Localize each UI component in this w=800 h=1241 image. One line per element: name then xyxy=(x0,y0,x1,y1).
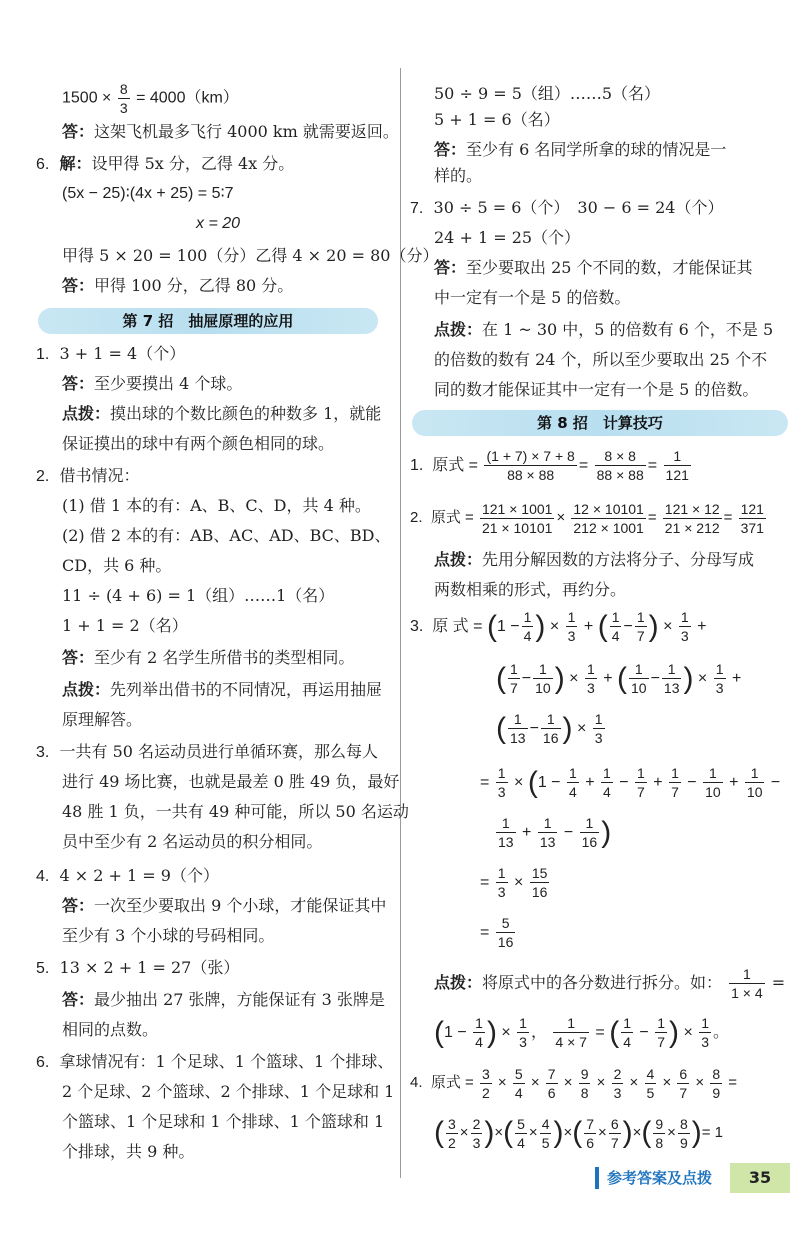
footer-label: 参考答案及点拨 xyxy=(607,1169,713,1187)
tip-line: 的倍数的数有 24 个，所以至少要取出 25 个不 xyxy=(434,350,768,369)
tip-line: 原理解答。 xyxy=(62,710,143,729)
problem-7: 7. 30 ÷ 5 = 6（个） 30 − 6 = 24（个） xyxy=(410,198,724,217)
answer-line: 答：一次至少要取出 9 个小球，才能保证其中 xyxy=(62,896,387,915)
answer-line: 答：至少有 2 名学生所借书的类型相同。 xyxy=(62,648,355,667)
page-number: 35 xyxy=(730,1163,790,1193)
fraction: $\frac{8 \times 8}{88 \times 88}$ xyxy=(596,448,644,484)
calc-3-line3: ( $\frac{1}{13}$ − $\frac{1}{16}$ ) × $\frac{1}{3}$ xyxy=(496,711,603,747)
tip-line: 点拨：在 1 ~ 30 中，5 的倍数有 6 个，不是 5 xyxy=(434,320,774,339)
calc-line: 5 + 1 = 6（名） xyxy=(434,110,560,129)
tip-line: 点拨：先用分解因数的方法将分子、分母写成 xyxy=(434,550,755,569)
answer-line: 中一定有一个是 5 的倍数。 xyxy=(434,288,631,307)
fraction: $\frac{121 \times 1001}{21 \times 10101}$ xyxy=(481,500,553,536)
text-line: 2 个足球、2 个篮球、2 个排球、1 个足球和 1 xyxy=(62,1082,395,1101)
problem-3: 3. 一共有 50 名运动员进行单循环赛，那么每人 xyxy=(36,742,379,761)
problem-1: 1. 3 + 1 = 4（个） xyxy=(36,344,186,363)
question-6: 6. 解：设甲得 5x 分，乙得 4x 分。 xyxy=(36,154,295,173)
calc-3-line7: = $\frac{5}{16}$ xyxy=(480,915,514,951)
text-line: 个篮球、1 个足球和 1 个排球、1 个篮球和 1 xyxy=(62,1112,385,1131)
fraction: $\frac{1}{121}$ xyxy=(665,448,689,484)
calc-3-line5: $\frac{1}{13}$ + $\frac{1}{13}$ − $\frac{1}{16}$ ) xyxy=(498,815,612,851)
calc-3-line6: = $\frac{1}{3}$ × $\frac{15}{16}$ xyxy=(480,865,548,901)
tip-line: 点拨：将原式中的各分数进行拆分。如： $\frac{1}{1 \times 4}$ = xyxy=(434,966,786,1001)
calc-4-line1: 4. 原式 = $\frac{3}{2}$ × $\frac{5}{4}$ × $\frac{7}{6}$ × $\frac{9}{8}$ × $\frac{2}{3}$ × $\frac{4}{5}$ × $\frac{6}{7}$ × $\frac{8}{9}$ = xyxy=(410,1065,738,1101)
tip-line: 保证摸出的球中有两个颜色相同的球。 xyxy=(62,434,335,453)
answer-line: 相同的点数。 xyxy=(62,1020,159,1039)
calc-4-line2: ( $\frac{3}{2}$ × $\frac{2}{3}$ )×( $\frac{5}{4}$ × $\frac{4}{5}$ )×( $\frac{7}{6}$ × $\frac{6}{7}$ )×( $\frac{9}{8}$ × $\frac{8}{9}$ )= 1 xyxy=(434,1115,724,1151)
answer-line: 答：最少抽出 27 张牌，方能保证有 3 张牌是 xyxy=(62,990,385,1009)
text-line: 48 胜 1 负，一共有 49 种可能，所以 50 名运动 xyxy=(62,802,409,821)
calc-3-line4: = $\frac{1}{3}$ × (1 − $\frac{1}{4}$ + $\frac{1}{4}$ − $\frac{1}{7}$ + $\frac{1}{7}$ − $\frac{1}{10}$ + $\frac{1}{10}$ − xyxy=(480,765,781,801)
column-divider xyxy=(400,68,401,1178)
calc-line: 11 ÷ (4 + 6) = 1（组）……1（名） xyxy=(62,586,335,605)
tip-line: 两数相乘的形式，再约分。 xyxy=(434,580,627,599)
calc-line: 24 + 1 = 25（个） xyxy=(434,228,581,247)
tip-line: 点拨：摸出球的个数比颜色的种数多 1，就能 xyxy=(62,404,382,423)
fraction: $\frac{12 \times 10101}{212 \times 1001}$ xyxy=(573,500,644,536)
calc-3-line2: ( $\frac{1}{7}$ − $\frac{1}{10}$ ) × $\frac{1}{3}$ + ( $\frac{1}{10}$ − $\frac{1}{13}$ ) × $\frac{1}{3}$ + xyxy=(496,661,742,697)
problem-4: 4. 4 × 2 + 1 = 9（个） xyxy=(36,866,219,885)
text-line: (1) 借 1 本的有：A、B、C、D，共 4 种。 xyxy=(62,496,371,515)
calc-1: 1. 原式 = $\frac{(1 + 7) \times 7 + 8}{88 \times 88}$ = $\frac{8 \times 8}{88 \times 88}$ = $\frac{1}{121}$ xyxy=(410,448,689,484)
text-line: 员中至少有 2 名运动员的积分相同。 xyxy=(62,832,323,851)
answer-line: 样的。 xyxy=(434,166,483,185)
equation-line: (5x − 25)∶(4x + 25) = 5∶7 xyxy=(62,185,234,202)
fraction: $\frac{(1 + 7) \times 7 + 8}{88 \times 88}$ xyxy=(486,448,575,484)
fraction: $\frac{121 \times 12}{21 \times 212}$ xyxy=(664,500,720,536)
equation-line: x = 20 xyxy=(196,215,241,232)
answer-line: 答：至少要取出 25 个不同的数，才能保证其 xyxy=(434,258,753,277)
answer-line: 答：至少有 6 名同学所拿的球的情况是一 xyxy=(434,140,727,159)
calc-3-line1: 3. 原 式 = (1 − $\frac{1}{4}$ ) × $\frac{1}{3}$ + ( $\frac{1}{4}$ − $\frac{1}{7}$ ) × $\frac{1}{3}$ + xyxy=(410,609,707,645)
tip-line: 同的数才能保证其中一定有一个是 5 的倍数。 xyxy=(434,380,759,399)
answer-line: 答：这架飞机最多飞行 4000 km 就需要返回。 xyxy=(62,122,399,141)
problem-6: 6. 拿球情况有：1 个足球、1 个篮球、1 个排球、 xyxy=(36,1052,394,1071)
calc-line: 甲得 5 × 20 = 100（分）乙得 4 × 20 = 80（分） xyxy=(62,246,439,265)
text-line: CD，共 6 种。 xyxy=(62,556,172,575)
tip-line: 点拨：先列举出借书的不同情况，再运用抽屉 xyxy=(62,680,383,699)
footer-accent-bar xyxy=(595,1167,599,1189)
text-line: 个排球，共 9 种。 xyxy=(62,1142,195,1161)
fraction: $\frac{8}{3}$ xyxy=(119,81,128,116)
tip-example: (1 − $\frac{1}{4}$ ) × $\frac{1}{3}$ ， $\frac{1}{4 \times 7}$ = ( $\frac{1}{4}$ − $\frac{1}{7}$ ) × $\frac{1}{3}$ 。 xyxy=(434,1015,730,1051)
text-line: 进行 49 场比赛，也就是最差 0 胜 49 负，最好 xyxy=(62,772,400,791)
answer-line: 至少有 3 个小球的号码相同。 xyxy=(62,926,275,945)
fraction: $\frac{121}{371}$ xyxy=(740,500,764,536)
calc-line: 1 + 1 = 2（名） xyxy=(62,616,188,635)
section-banner-8: 第 8 招 计算技巧 xyxy=(412,410,788,436)
calc-line: 50 ÷ 9 = 5（组）……5（名） xyxy=(434,84,661,103)
page-footer xyxy=(595,1163,790,1193)
section-banner-7: 第 7 招 抽屉原理的应用 xyxy=(38,308,378,334)
problem-5: 5. 13 × 2 + 1 = 27（张） xyxy=(36,958,240,977)
calc-line: 1500 × $\frac{8}{3}$ = 4000（km） xyxy=(62,81,239,116)
answer-line: 答：甲得 100 分，乙得 80 分。 xyxy=(62,276,294,295)
calc-2: 2. 原式 = $\frac{121 \times 1001}{21 \times 10101}$ × $\frac{12 \times 10101}{212 \times 1001}$ = $\frac{121 \times 12}{21 \times 212}$ = $\frac{121}{371}$ xyxy=(410,500,764,536)
problem-2: 2. 借书情况： xyxy=(36,466,140,485)
answer-line: 答：至少要摸出 4 个球。 xyxy=(62,374,243,393)
text-line: (2) 借 2 本的有：AB、AC、AD、BC、BD、 xyxy=(62,526,391,545)
